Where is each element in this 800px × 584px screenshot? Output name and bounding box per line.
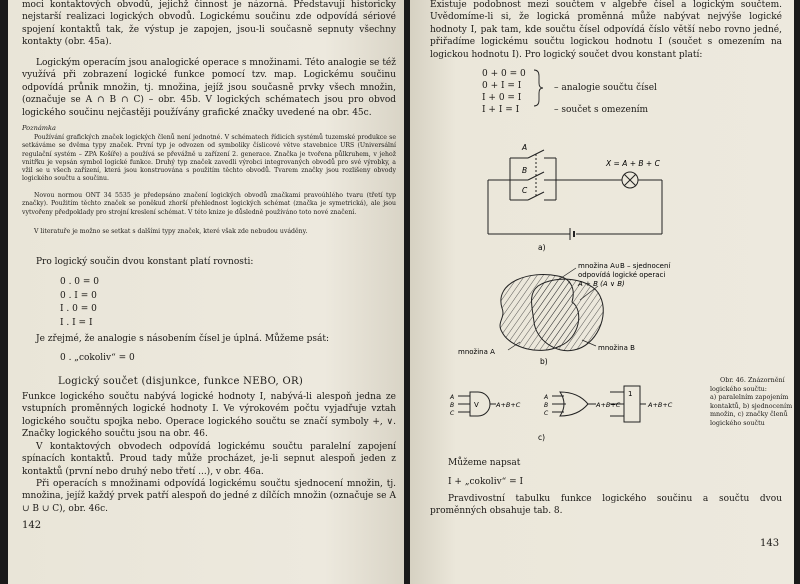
figure-46b-venn <box>410 256 794 368</box>
equation-or-1: 0 + 0 = 0 <box>482 69 526 79</box>
caption-line-6: logického součtu <box>710 418 765 427</box>
analogy-label: – analogie součtu čísel <box>554 83 657 93</box>
venn-set-b-label: množina B <box>598 344 635 352</box>
left-paragraph-7: Při operacích s množinami odpovídá logickému součtu sjednocení množin, tj. množina, jejíž každý prvek patří alespoň do jedné z dílčích množin (označuje se A ∪ B ∪ C), obr. 46c. <box>22 479 396 514</box>
gate2-input-c: C <box>544 410 549 417</box>
note-paragraph-2: Novou normou ONT 34 5535 je předepsáno značení logických obvodů značkami pravoúhlého tvaru (třetí typ značky). Použitím těchto značek se poněkud zhorší přehlednost logických schémat (značka je symetrická), ale jsou vytvořeny předpoklady pro strojní kreslení schémat. V této knize je důsledně používáno toto nové značení. <box>22 192 396 216</box>
gate2-input-a: A <box>544 394 549 401</box>
left-page-number: 142 <box>22 520 42 531</box>
caption-line-4: kontaktů, b) sjednocením <box>710 401 793 410</box>
gate2-input-b: B <box>544 402 549 409</box>
equation-or-2: 0 + I = I <box>482 81 522 91</box>
gate1-input-c: C <box>450 410 455 417</box>
gate1-input-b: B <box>450 402 455 409</box>
equation-and-4: I . I = I <box>60 318 93 328</box>
gate1-output: A+B+C <box>496 401 521 409</box>
gate3-output: A+B+C <box>648 401 673 409</box>
equation-and-3: I . 0 = 0 <box>60 304 97 314</box>
gate-or <box>560 392 588 416</box>
venn-expression: A + B (A ∨ B) <box>578 280 625 288</box>
note-paragraph-3: V literatuře je možno se setkat s dalšími typy značek, které však zde nebudou uváděny. <box>34 228 308 235</box>
venn-set-a-label: množina A <box>458 348 495 356</box>
venn-union-label: množina A∪B – sjednocení <box>578 262 671 270</box>
gate1-input-a: A <box>450 394 455 401</box>
figure-a-label: a) <box>538 243 546 252</box>
left-paragraph-2: Logickým operacím jsou analogické operace s množinami. Této analogie se též využívá při zobrazení logické funkce pomocí tzv. map. Logickému součinu odpovídá průnik množin, tj. množina, jejíž jsou současně prvky všech množin, (označuje se A ∩ B ∩ C) – obr. 45b. V logických schématech jsou pro obvod logického součinu nejčastěji používány grafické značky uvedené na obr. 45c. <box>22 58 396 118</box>
gate-urs <box>470 392 490 416</box>
right-paragraph-3: Pravdivostní tabulku funkce logického součinu a součtu dvou proměnných obsahuje tab. 8. <box>430 494 782 517</box>
equation-or-3: I + 0 = I <box>482 93 522 103</box>
equation-anything-or: I + „cokoliv“ = I <box>448 477 524 487</box>
caption-line-2: logického součtu: <box>710 384 767 393</box>
gate3-symbol: 1 <box>628 390 633 398</box>
figure-c-label: c) <box>538 433 546 442</box>
equation-and-2: 0 . I = 0 <box>60 291 97 301</box>
note-title: Poznámka <box>22 124 56 132</box>
gate2-output: A+B+C <box>596 401 621 409</box>
figure-b-label: b) <box>540 357 548 366</box>
switch-label-c: C <box>522 186 528 195</box>
right-page-number: 143 <box>760 538 780 549</box>
gate1-symbol: V <box>474 401 479 409</box>
left-paragraph-6: V kontaktových obvodech odpovídá logickému součtu paralelní zapojení spínacích kontaktů. Proud tady může procházet, je-li sepnut alespoň jeden z kontaktů (první nebo druhý nebo třetí ...), v obr. 46a. <box>22 442 396 477</box>
equation-anything: 0 . „cokoliv“ = 0 <box>60 353 135 363</box>
left-paragraph-3: Pro logický součin dvou konstant platí rovnosti: <box>36 257 254 267</box>
caption-line-5: množin, c) značky členů <box>710 410 788 419</box>
limit-label: – součet s omezením <box>554 105 649 115</box>
note-paragraph-1: Používání grafických značek logických členů není jednotné. V schématech řídicích systémů tuzemské produkce se setkáváme se dvěma typy značek. První typ je odvozen od symboliky číslicové větve stavebnice URS (Universální regulační systém – ZPA Košíře) a používá se převážně u zařízení 2. generace. Značka je tvořena půlkruhem, v jehož vnitřku je vepsán symbol logické funkce. Druhý typ značek zavedli výrobci integrovaných obvodů pro své výrobky, a vžil se u všech zařízení, která jsou konstruována s použitím těchto obvodů. Tvarem značky jsou rozlišeny obvody logického součtu a součinu. <box>22 134 396 183</box>
right-paragraph-1: Existuje podobnost mezi součtem v algebře čísel a logickým součtem. Uvědomíme-li si, že logická proměnná může nabývat nejvýše logické hodnoty I, pak tam, kde součtu čísel odpovídá číslo větší nebo rovno jedné, přiřadíme logickému součtu logickou hodnotu I (součet s omezením na logickou hodnotu I). Pro logický součet dvou konstant platí: <box>430 0 782 60</box>
left-paragraph-5: Funkce logického součtu nabývá logické hodnoty I, nabývá-li alespoň jedna ze vstupních proměnných logické hodnoty I. Ve výrokovém počtu vyjadřuje vztah logického součtu spojka nebo. Operace logického součtu se značí symboly +, ∨. Značky logického součtu jsou na obr. 46. <box>22 392 396 440</box>
figure-46-caption <box>710 376 794 428</box>
equation-and-1: 0 . 0 = 0 <box>60 277 100 287</box>
right-page <box>410 0 794 584</box>
switch-label-a: A <box>522 143 528 152</box>
caption-line-3: a) paralelním zapojením <box>710 393 789 402</box>
left-paragraph-1: moci kontaktových obvodů, jejichž činnost je názorná. Představují historicky nejstarší realizaci logických obvodů. Logickému součinu zde odpovídá sériové spojení kontaktů tak, že výstup je zapojen, jsou-li současně sepnuty všechny kontakty (obr. 45a). <box>22 0 396 48</box>
caption-line-1: Obr. 46. Znázornění <box>720 376 785 384</box>
equation-or-4: I + I = I <box>482 105 520 115</box>
switch-label-b: B <box>522 166 528 175</box>
figure-46a-circuit <box>410 136 794 256</box>
left-page <box>8 0 404 584</box>
right-paragraph-2: Můžeme napsat <box>448 458 521 468</box>
venn-operation-label: odpovídá logické operaci <box>578 271 666 279</box>
left-paragraph-4: Je zřejmé, že analogie s násobením čísel je úplná. Můžeme psát: <box>36 334 330 344</box>
section-heading-or: Logický součet (disjunkce, funkce NEBO, OR) <box>58 376 304 387</box>
circuit-formula: X = A + B + C <box>606 159 660 168</box>
